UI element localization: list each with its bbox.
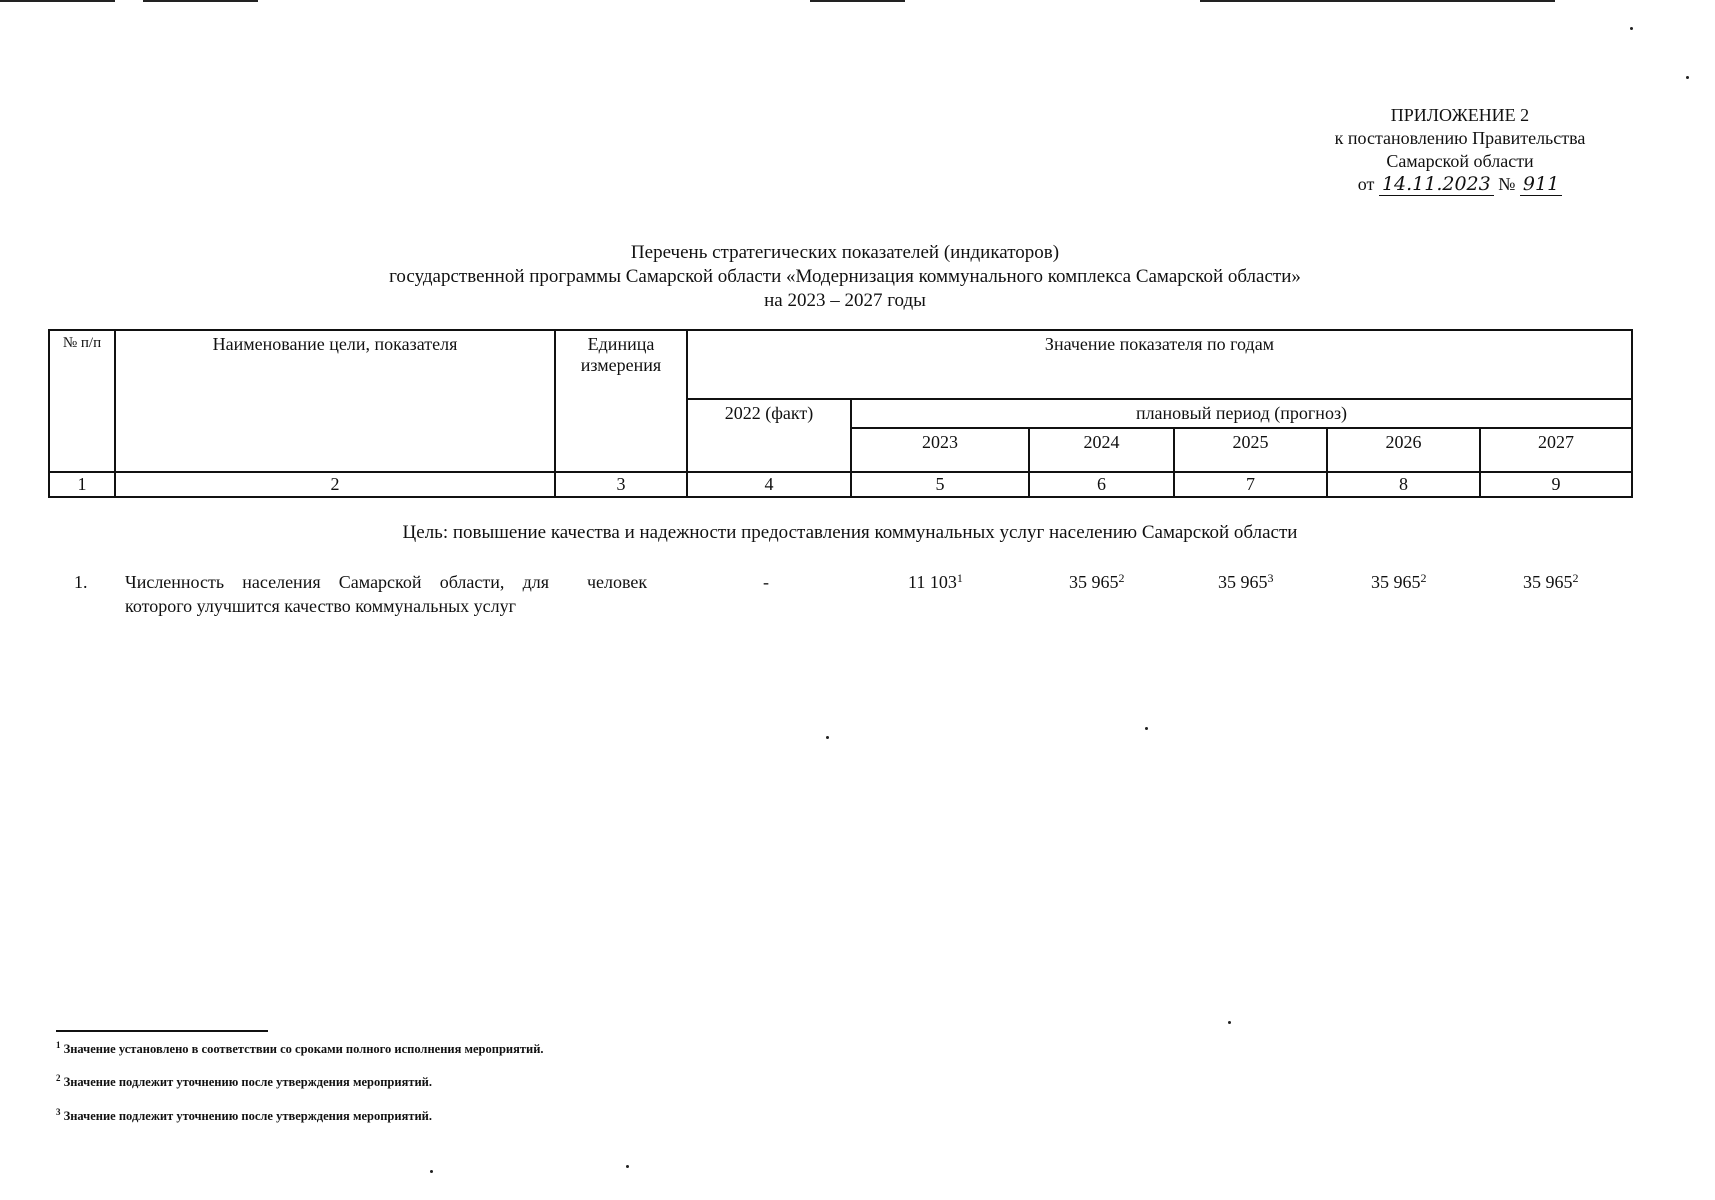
annex-line-2: Самарской области	[1386, 151, 1534, 171]
footnote-ref: 1	[956, 571, 963, 585]
indicator-value-2023: 11 $103^1$	[908, 571, 963, 592]
column-index: 6	[1029, 472, 1174, 497]
header-year: 2023	[851, 428, 1029, 472]
header-col-unit: Единица измерения	[555, 330, 687, 472]
header-year: 2027	[1480, 428, 1632, 472]
header-col-name: Наименование цели, показателя	[115, 330, 555, 472]
document-title-line-1: Перечень стратегических показателей (индикаторов)	[630, 242, 1060, 263]
goal-heading: Цель: повышение качества и надежности предоставления коммунальных услуг населению Самарской области	[402, 522, 1298, 543]
annex-title: ПРИЛОЖЕНИЕ 2	[1390, 105, 1530, 125]
header-col-plan: плановый период (прогноз)	[851, 399, 1632, 428]
annex-date-prefix: от	[1357, 174, 1375, 194]
document-title-line-2: государственной программы Самарской области «Модернизация коммунального комплекса Самарской области»	[389, 266, 1301, 287]
annex-date-line	[1280, 173, 1640, 196]
scan-speck	[1228, 1021, 1231, 1024]
scan-speck	[430, 1170, 433, 1173]
footnote: $^2$ Значение подлежит уточнению после утверждения мероприятий.	[56, 1073, 432, 1090]
footnote-ref: 2	[1572, 571, 1579, 585]
column-index: 7	[1174, 472, 1327, 497]
document-title	[280, 241, 1410, 313]
column-index: 4	[687, 472, 851, 497]
document-title-line-3: на 2023 – 2027 годы	[764, 290, 926, 311]
indicator-value-2026: 35 $965^2$	[1371, 571, 1427, 592]
indicator-number: 1.	[74, 572, 88, 592]
footnote-separator	[56, 1030, 268, 1032]
scan-speck	[826, 736, 829, 739]
scan-edge-line	[1200, 0, 1555, 2]
header-year: 2025	[1174, 428, 1327, 472]
indicators-header-table	[48, 329, 1633, 498]
header-year: 2026	[1327, 428, 1480, 472]
annex-line-1: к постановлению Правительства	[1334, 128, 1586, 148]
indicator-value-2027: 35 $965^2$	[1523, 571, 1579, 592]
column-index: 1	[49, 472, 115, 497]
footnote: $^3$ Значение подлежит уточнению после утверждения мероприятий.	[56, 1107, 432, 1124]
indicator-fact: -	[763, 572, 769, 592]
annex-header	[1280, 104, 1640, 196]
header-col-values: Значение показателя по годам	[687, 330, 1632, 399]
footnote-ref: 3	[1267, 571, 1274, 585]
header-col-number: № п/п	[49, 330, 115, 472]
footnote-ref: 2	[1118, 571, 1125, 585]
scan-speck	[626, 1165, 629, 1168]
annex-date: 14.11.2023	[1379, 173, 1494, 196]
annex-number-sign: №	[1498, 174, 1516, 194]
scan-speck	[1145, 727, 1148, 730]
column-index: 2	[115, 472, 555, 497]
scan-edge-line	[810, 0, 905, 2]
scan-speck	[1630, 27, 1633, 30]
footnote: $^1$ Значение установлено в соответствии со сроками полного исполнения мероприятий.	[56, 1040, 544, 1057]
header-year: 2024	[1029, 428, 1174, 472]
column-index: 8	[1327, 472, 1480, 497]
indicator-row	[0, 570, 1715, 650]
scan-edge-line	[143, 0, 258, 2]
footnote-ref: 2	[1420, 571, 1427, 585]
column-index: 3	[555, 472, 687, 497]
annex-number: 911	[1520, 173, 1562, 196]
indicator-value-2025: 35 $965^3$	[1218, 571, 1274, 592]
header-col-fact: 2022 (факт)	[687, 399, 851, 472]
scan-speck	[1686, 76, 1689, 79]
scan-edge-line	[0, 0, 115, 2]
indicator-value-2024: 35 $965^2$	[1069, 571, 1125, 592]
column-index: 9	[1480, 472, 1632, 497]
indicator-name: Численность населения Самарской области, для которого улучшится качество коммунальных услуг	[125, 572, 549, 616]
indicator-unit: человек	[587, 572, 648, 592]
column-index: 5	[851, 472, 1029, 497]
